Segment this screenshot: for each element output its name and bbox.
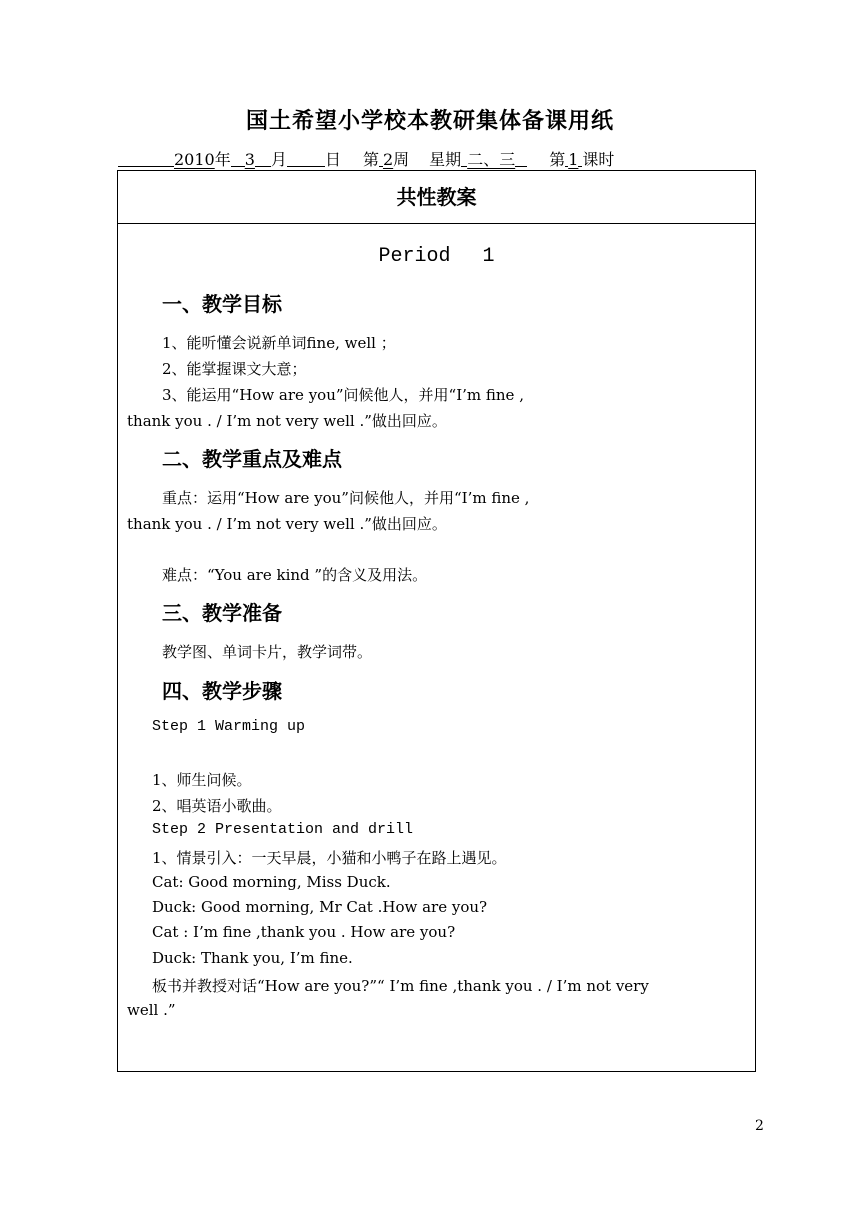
difficulty-line: 难点：“You are kind ”的含义及用法。 <box>162 566 428 584</box>
section-heading-steps: 四、教学步骤 <box>162 679 282 703</box>
year-label: 年 <box>214 150 231 169</box>
objective-line: 3、能运用“How are you”问候他人，并用“I’m fine , <box>162 386 524 404</box>
section-heading-key-points: 二、教学重点及难点 <box>162 447 342 471</box>
blank-underline <box>231 149 245 167</box>
lesson-label: 课时 <box>582 150 615 169</box>
day-blank <box>287 149 325 167</box>
page-number: 2 <box>755 1118 764 1134</box>
dialog-line: Cat : I’m fine ,thank you . How are you? <box>152 923 456 941</box>
objective-line: 2、能掌握课文大意； <box>162 360 307 378</box>
section-heading-objectives: 一、教学目标 <box>162 292 282 316</box>
board-line: 板书并教授对话“How are you?”“ I’m fine ,thank you . / I’m not very <box>152 977 649 995</box>
period-title: Period 1 <box>378 245 495 268</box>
step-item: 1、情景引入：一天早晨，小猫和小鸭子在路上遇见。 <box>152 849 507 867</box>
preparation-line: 教学图、单词卡片，教学词带。 <box>162 643 373 661</box>
weekday-prefix: 星期 <box>429 150 462 169</box>
objective-line: 1、能听懂会说新单词fine, well ； <box>162 334 396 352</box>
weekday-value: 二、三 <box>467 150 516 169</box>
board-line: well .” <box>127 1001 176 1019</box>
key-point-line: 重点：运用“How are you”问候他人，并用“I’m fine , <box>162 489 530 507</box>
week-value: 2 <box>382 150 394 169</box>
week-label: 周 <box>393 150 410 169</box>
blank-underline <box>255 149 271 167</box>
step-item: 2、唱英语小歌曲。 <box>152 797 282 815</box>
step-item: 1、师生问候。 <box>152 771 252 789</box>
dialog-line: Cat: Good morning, Miss Duck. <box>152 873 391 891</box>
lesson-value: 1 <box>568 150 579 169</box>
page-title: 国土希望小学校本教研集体备课用纸 <box>245 108 614 134</box>
table-header: 共性教案 <box>118 171 755 224</box>
month-label: 月 <box>270 150 287 169</box>
month-value: 3 <box>244 150 255 169</box>
step-title: Step 1 Warming up <box>152 718 306 735</box>
objective-line: thank you . / I’m not very well .”做出回应。 <box>127 412 447 430</box>
dialog-line: Duck: Good morning, Mr Cat .How are you? <box>152 898 488 916</box>
dialog-line: Duck: Thank you, I’m fine. <box>152 949 353 967</box>
blank-underline <box>118 149 174 167</box>
lesson-prefix: 第 <box>549 150 566 169</box>
step-title: Step 2 Presentation and drill <box>152 821 414 838</box>
key-point-line: thank you . / I’m not very well .”做出回应。 <box>127 515 447 533</box>
year-value: 2010 <box>174 150 215 169</box>
week-prefix: 第 <box>362 150 379 169</box>
section-heading-preparation: 三、教学准备 <box>162 601 282 625</box>
day-label: 日 <box>324 150 341 169</box>
date-line <box>118 147 758 171</box>
lesson-plan-table <box>117 170 756 1072</box>
blank-underline <box>515 149 527 167</box>
